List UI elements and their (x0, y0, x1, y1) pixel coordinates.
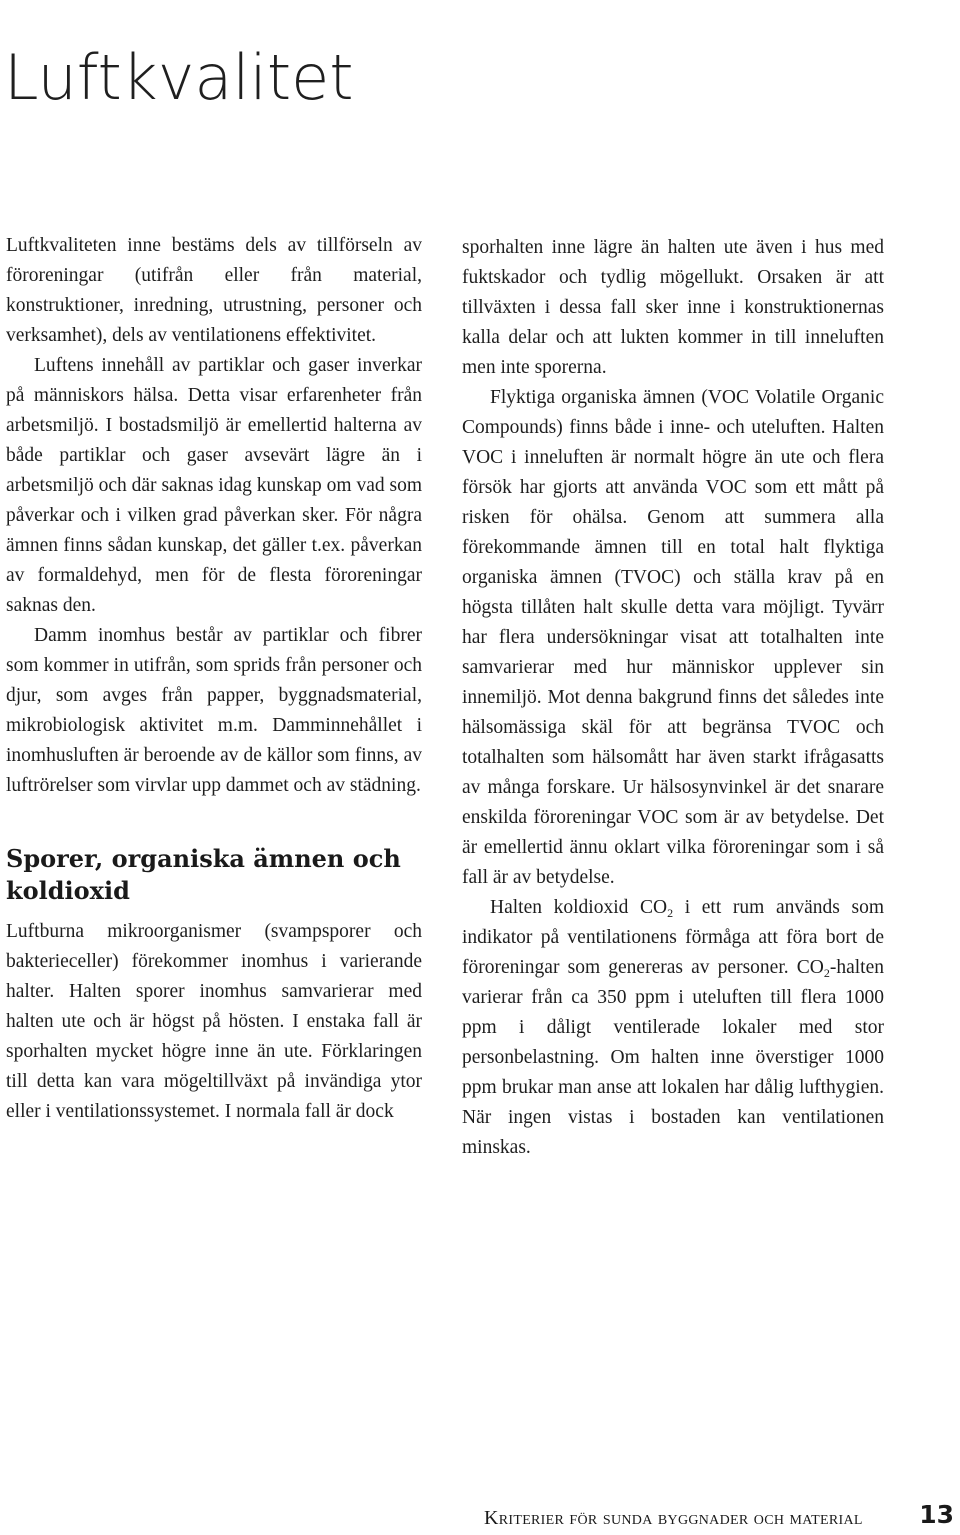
co2-text-part-3: -halten varierar från ca 350 ppm i uteluften till flera 1000 ppm i dåligt ventilerade lokaler med stor personbelastning. Om halten inne överstiger 1000 ppm brukar man anse att lokalen har dålig lufthygien. När ingen vistas i bostaden kan ventilationen minskas. (462, 957, 884, 1158)
co2-text-part-1: Halten koldioxid CO (490, 897, 668, 918)
co2-subscript-1: 2 (667, 906, 674, 920)
paragraph-dust: Damm inomhus består av partiklar och fibrer som kommer in utifrån, som sprids från personer och djur, som avges från papper, byggnadsmaterial, mikrobiologisk aktivitet m.m. Damminnehållet i inomhusluften är beroende av de källor som finns, av luftrörelser som virvlar upp dammet och av städning. (6, 625, 422, 796)
page-title: Luftkvalitet (4, 40, 354, 114)
right-column (462, 233, 884, 1163)
co2-text-part-2: i ett rum används som indikator på ventilationens förmåga att föra bort de föroreningar som genereras av personer. CO (462, 897, 884, 978)
section-heading: Sporer, organiska ämnen och koldioxid (6, 844, 401, 905)
paragraph-health: Luftens innehåll av partiklar och gaser inverkar på människors hälsa. Detta visar erfarenheter från arbetsmiljö. I bostadsmiljö är emellertid halterna av både partiklar och gaser avsevärt lägre än i arbetsmiljö och där saknas idag kunskap om vad som påverkar och i vilken grad påverkan sker. För några ämnen finns sådan kunskap, det gäller t.ex. påverkan av formaldehyd, men för de flesta föroreningar saknas den. (6, 355, 422, 616)
co2-subscript-2: 2 (823, 966, 830, 980)
paragraph-co2 (462, 893, 884, 1163)
paragraph-spores-continued: sporhalten inne lägre än halten ute även i hus med fuktskador och tydlig mögellukt. Orsaken är att tillväxten i dessa fall sker inne i konstruktionernas kalla delar och att lukten kommer in till inneluften men inte sporerna. (462, 237, 884, 378)
left-column (6, 231, 422, 1127)
paragraph-intro: Luftkvaliteten inne bestäms dels av tillförseln av föroreningar (utifrån eller från material, konstruktioner, inredning, utrustning, personer och verksamhet), dels av ventilationens effektivitet. (6, 235, 422, 346)
page-number: 13 (919, 1500, 954, 1529)
page-footer (484, 1500, 954, 1535)
paragraph-microorganisms: Luftburna mikroorganismer (svampsporer och bakterieceller) förekommer inomhus i varierande halter. Halten sporer inomhus samvarierar med halten ute och är högst på hösten. I enstaka fall är sporhalten mycket högre inne än ute. Förklaringen till detta kan vara mögeltillväxt på invändiga ytor eller i ventilationssystemet. I normala fall är dock (6, 921, 422, 1122)
paragraph-voc: Flyktiga organiska ämnen (VOC Volatile Organic Compounds) finns både i inne- och uteluften. Halten VOC i inneluften är normalt högre än ute och flera försök har gjorts att använda VOC som ett mått på risken för ohälsa. Genom att summera alla förekommande ämnen till en total halt flyktiga organiska ämnen (TVOC) och ställa krav på en högsta tillåten halt skulle detta vara möjligt. Tyvärr har flera undersökningar visat att totalhalten inte samvarierar med hur människor upplever sin innemiljö. Mot denna bakgrund finns det således inte hälsomässiga skäl för att begränsa TVOC och totalhalten som hälsomått har även starkt ifrågasatts av många forskare. Ur hälsosynvinkel är det snarare enskilda föroreningar VOC som är av betydelse. Det är emellertid ännu oklart vilka föroreningar som i så fall är av betydelse. (462, 387, 884, 888)
footer-title: Kriterier för sunda byggnader och material (484, 1507, 863, 1529)
